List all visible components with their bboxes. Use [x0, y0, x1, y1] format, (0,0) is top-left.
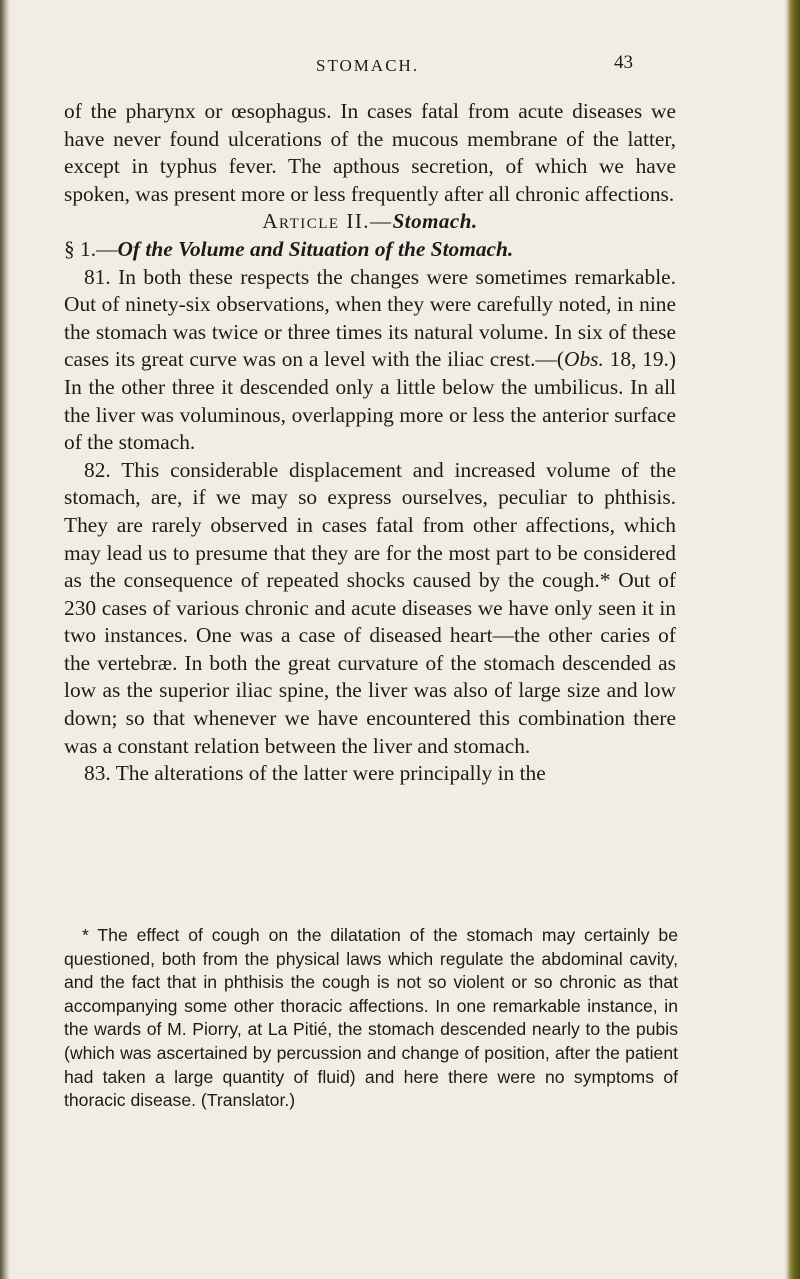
article-label: Article II.— [262, 209, 393, 234]
paragraph-83: 83. The alterations of the latter were principally in the [84, 761, 546, 786]
paragraph-82: 82. This considerable displacement and increased volume of the stomach, are, if we may so express ourselves, peculiar to phthisis. They are rarely observed in cases fatal from other affections, which may lead us to presume that they are for the most part to be considered as the consequence of repeated shocks caused by the cough.* Out of 230 cases of various chronic and acute diseases we have only seen it in two instances. One was a case of diseased heart—the other caries of the vertebræ. In both the great curvature of the stomach descended as low as the superior iliac spine, the liver was also of large size and low down; so that whenever we have encountered this combination there was a constant relation between the liver and stomach. [64, 457, 676, 758]
body-text [64, 98, 676, 788]
running-head: STOMACH. [316, 56, 420, 75]
footnote [64, 924, 678, 1113]
footnote-text: * The effect of cough on the dilatation of the stomach may certainly be questioned, both from the physical laws which regulate the abdominal cavity, and the fact that in phthisis the cough is not so violent or so chronic as that accompanying some other thoracic affections. In one remarkable instance, in the wards of M. Piorry, at La Pitié, the stomach descended nearly to the pubis (which was ascertained by percussion and change of position, after the patient had taken a large quantity of fluid) and here there were no symptoms of thoracic disease. (Translator.) [64, 925, 678, 1111]
paragraph-81 [64, 264, 676, 457]
paragraph-81-text-a: 81. In both these respects the changes were sometimes remarkable. Out of ninety-six observations, when they were carefully noted, in nine the stomach was twice or three times its natural volume. In six of these cases its great curve was on a level with the iliac crest.—( [64, 264, 676, 372]
page-edge-left [0, 0, 10, 1279]
article-heading [64, 208, 676, 236]
section-label: § 1.— [64, 236, 118, 261]
page-number: 43 [614, 52, 633, 73]
page-edge-right [784, 0, 800, 1279]
paragraph-81-text-b: 18, 19.) In the other three it descended only a little below the umbilicus. In all the liver was voluminous, overlapping more or less the anterior surface of the stomach. [64, 347, 677, 455]
article-title: Stomach. [392, 209, 478, 234]
page-header [0, 52, 800, 80]
section-title: Of the Volume and Situation of the Stomach. [117, 236, 514, 261]
intro-paragraph: of the pharynx or œsophagus. In cases fatal from acute diseases we have never found ulcerations of the mucous membrane of the latter, except in typhus fever. The apthous secretion, of which we have spoken, was present more or less frequently after all chronic affections. [64, 99, 676, 206]
section-heading [64, 236, 676, 264]
paragraph-81-obs: Obs. [564, 347, 604, 372]
